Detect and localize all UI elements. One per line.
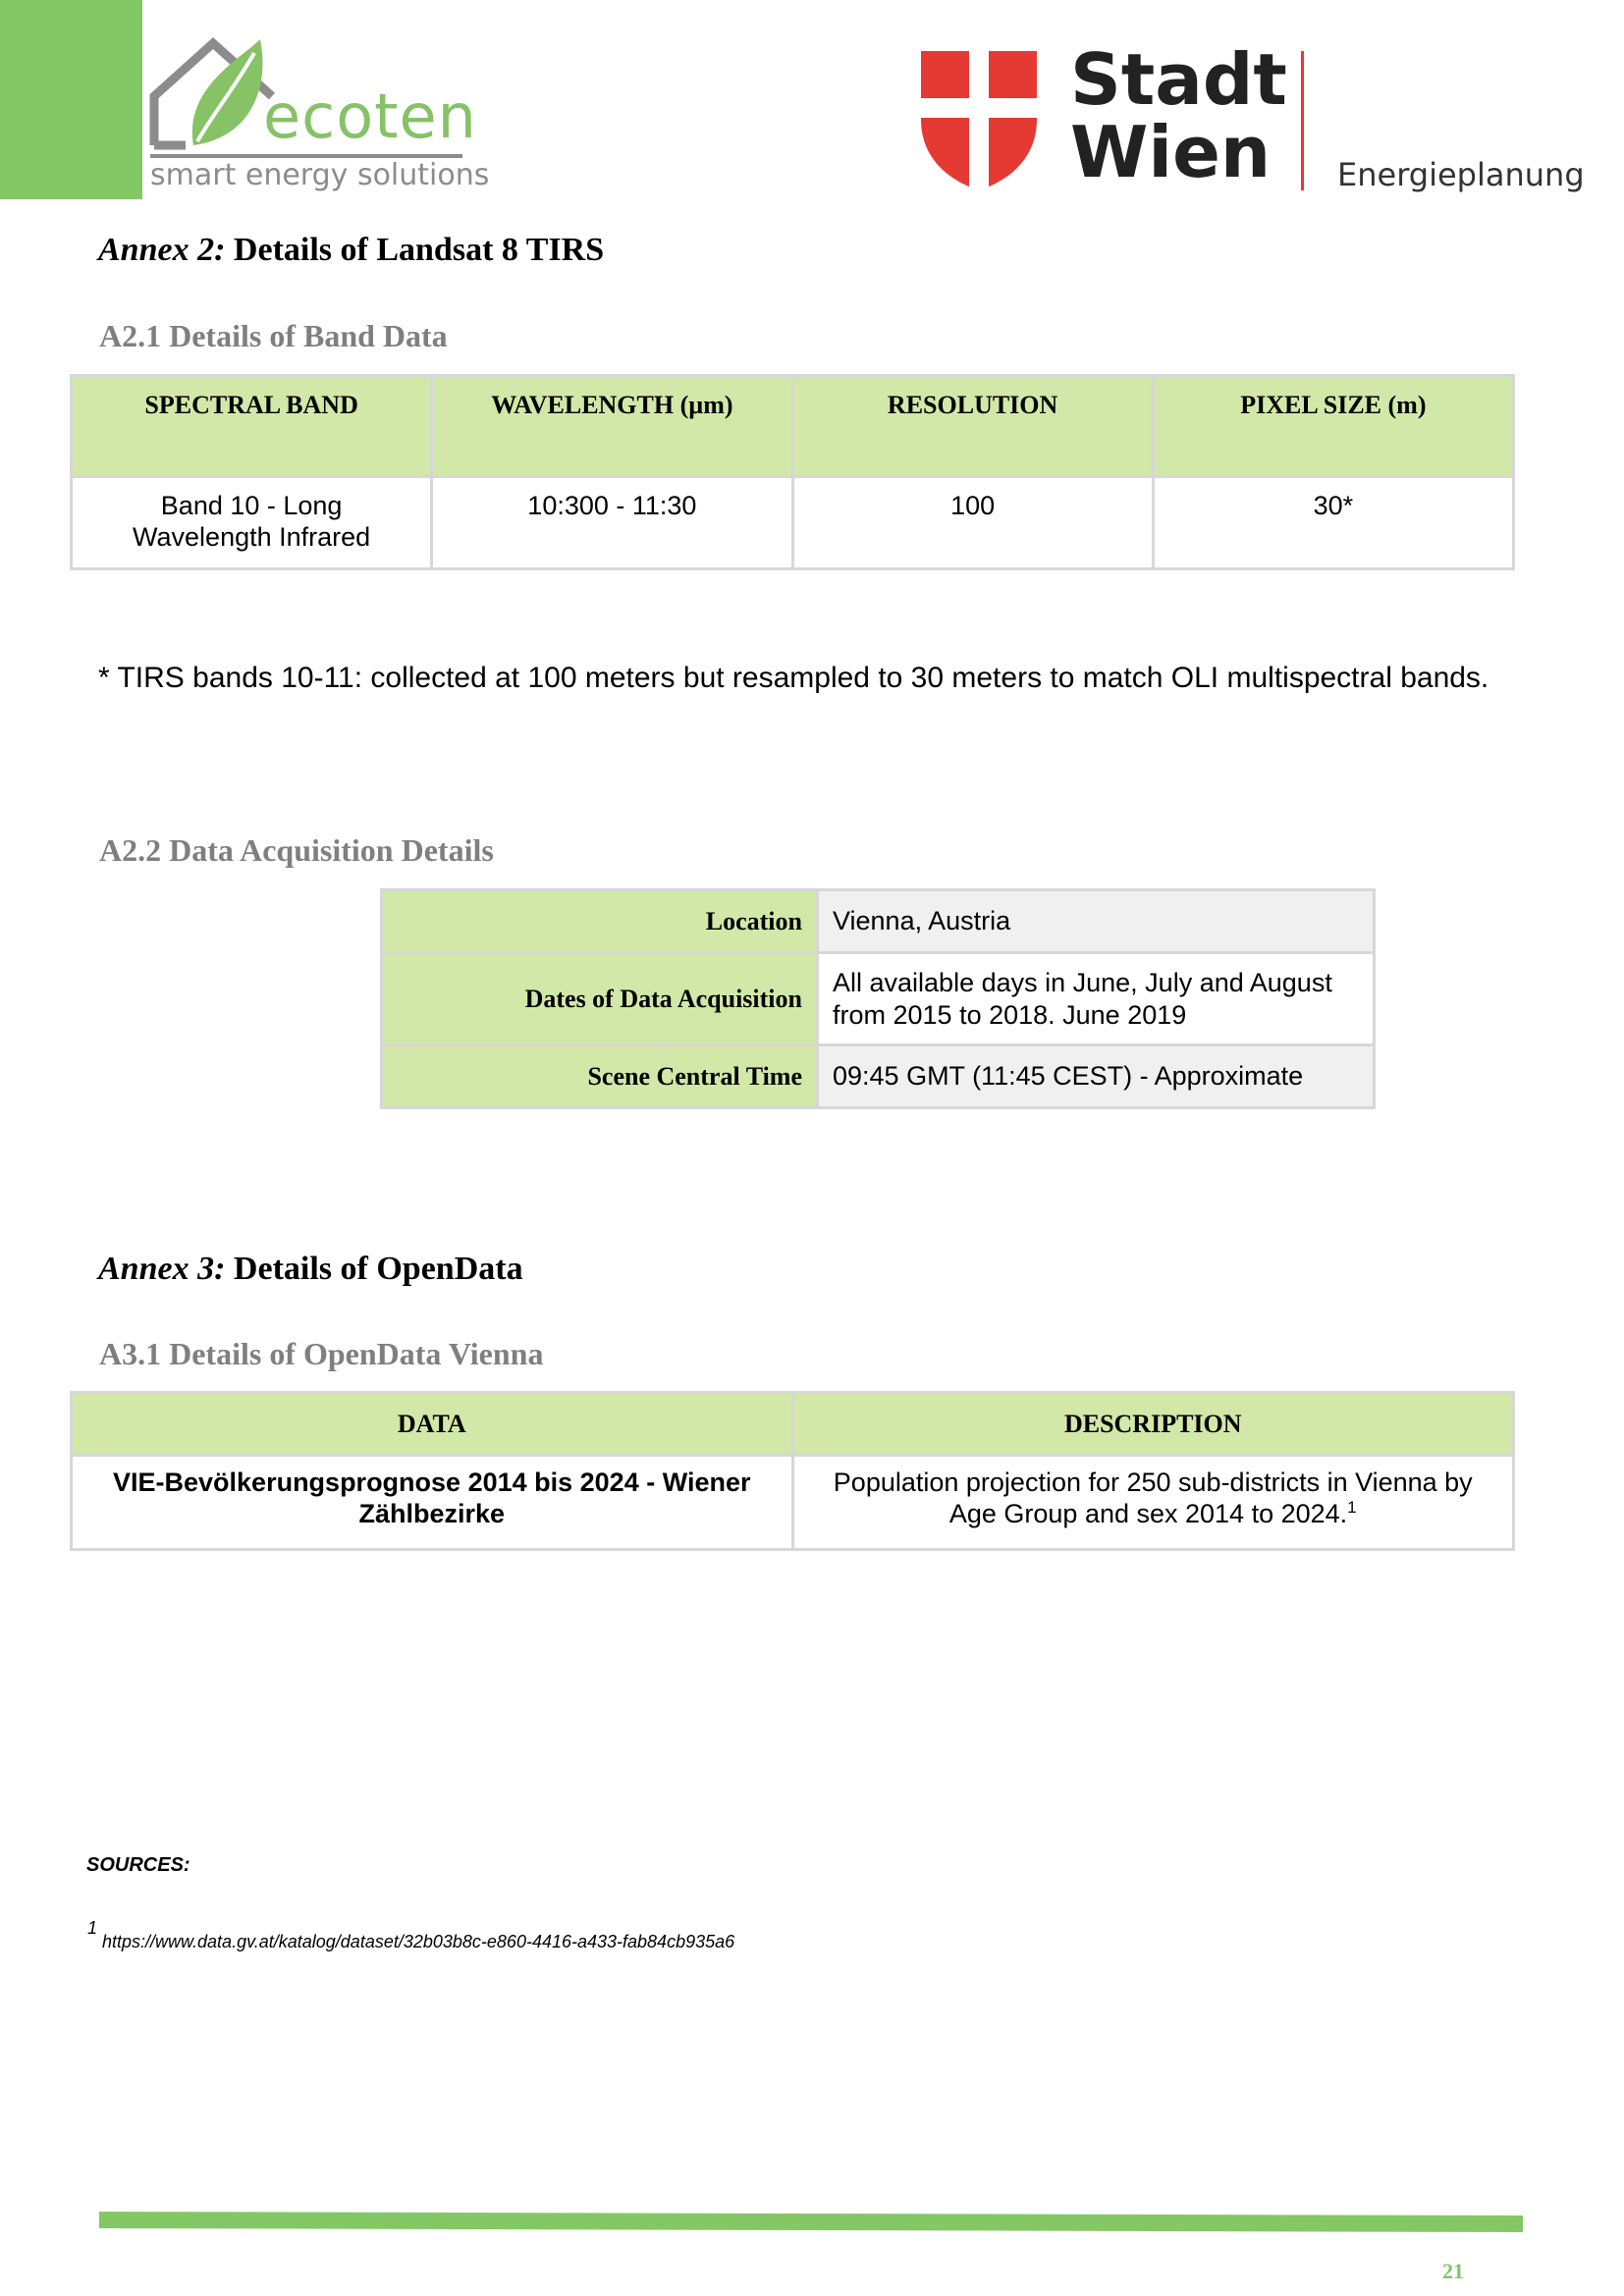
value-dates: [818, 953, 1375, 1045]
department-label: Energieplanung: [1337, 156, 1585, 193]
col-data: DATA: [72, 1393, 793, 1456]
section-a2-2-heading: A2.2 Data Acquisition Details: [99, 832, 494, 868]
section-a3-1-heading: A3.1 Details of OpenData Vienna: [99, 1336, 544, 1371]
sources-label: SOURCES:: [86, 1854, 190, 1876]
opendata-table: [70, 1391, 1515, 1551]
table-header-row: [72, 376, 1514, 477]
cell-spectral-band: [72, 477, 432, 569]
annex3-title: [98, 1253, 523, 1286]
wien-shield-icon: [921, 51, 1037, 190]
col-pixel-size: PIXEL SIZE (m): [1153, 376, 1513, 477]
stadt-wordmark-line1: Stadt: [1070, 38, 1287, 121]
label-location: Location: [382, 890, 818, 953]
wien-divider: [1301, 51, 1304, 190]
cell-wavelength: 10:300 - 11:30: [432, 477, 792, 569]
page-number: 21: [1442, 2259, 1464, 2283]
ecoten-wordmark: ecoten: [263, 80, 477, 152]
band-data-table: [70, 374, 1515, 570]
annex2-title-text: Details of Landsat 8 TIRS: [233, 232, 605, 268]
data-line2: Zählbezirke: [358, 1499, 506, 1529]
cell-resolution: 100: [792, 477, 1153, 569]
col-wavelength: WAVELENGTH (µm): [432, 376, 792, 477]
label-scene-time: Scene Central Time: [382, 1045, 818, 1108]
acquisition-table: [380, 888, 1376, 1109]
source-url-link[interactable]: https://www.data.gv.at/katalog/dataset/32b03b8c-e860-4416-a433-fab84cb935a6: [102, 1932, 735, 1951]
value-location: Vienna, Austria: [818, 890, 1375, 953]
table-row: [72, 477, 1514, 569]
annex2-title: [98, 234, 604, 267]
col-spectral-band: SPECTRAL BAND: [72, 376, 432, 477]
band-line2: Wavelength Infrared: [133, 522, 371, 553]
source-number: 1: [87, 1918, 98, 1938]
annex3-prefix: Annex 3:: [98, 1251, 226, 1287]
header-green-block: [0, 0, 142, 199]
col-resolution: RESOLUTION: [792, 376, 1153, 477]
col-description: DESCRIPTION: [792, 1393, 1514, 1456]
cell-description: [792, 1456, 1514, 1550]
table-row: [72, 1456, 1514, 1550]
table-row: [382, 953, 1375, 1045]
desc-line2: Age Group and sex 2014 to 2024.: [948, 1499, 1348, 1529]
cell-pixel-size: 30*: [1153, 477, 1513, 569]
band-line1: Band 10 - Long: [160, 491, 343, 520]
desc-footnote-ref[interactable]: 1: [1347, 1498, 1357, 1518]
table-row: [382, 890, 1375, 953]
stadt-wordmark-line2: Wien: [1070, 111, 1272, 194]
data-line1: VIE-Bevölkerungsprognose 2014 bis 2024 - Wiener: [113, 1468, 751, 1497]
table-header-row: [72, 1393, 1514, 1456]
ecoten-tagline: smart energy solutions: [150, 158, 490, 192]
value-scene-time: 09:45 GMT (11:45 CEST) - Approximate: [818, 1045, 1375, 1108]
table-row: [382, 1045, 1375, 1108]
desc-line1: Population projection for 250 sub-districts in Vienna by: [833, 1468, 1473, 1497]
section-a2-1-heading: A2.1 Details of Band Data: [99, 318, 448, 353]
dates-line1: All available days in June, July and August: [833, 968, 1332, 998]
annex2-prefix: Annex 2:: [98, 232, 226, 268]
cell-data: [72, 1456, 793, 1550]
dates-line2: from 2015 to 2018. June 2019: [833, 999, 1187, 1030]
tirs-footnote: * TIRS bands 10-11: collected at 100 meters but resampled to 30 meters to match OLI multispectral bands.: [98, 662, 1489, 694]
stadt-wien-wordmark: [1070, 38, 1287, 194]
annex3-title-text: Details of OpenData: [233, 1251, 523, 1287]
desc-line2-wrap: [794, 1498, 1513, 1529]
label-dates: Dates of Data Acquisition: [382, 953, 818, 1045]
